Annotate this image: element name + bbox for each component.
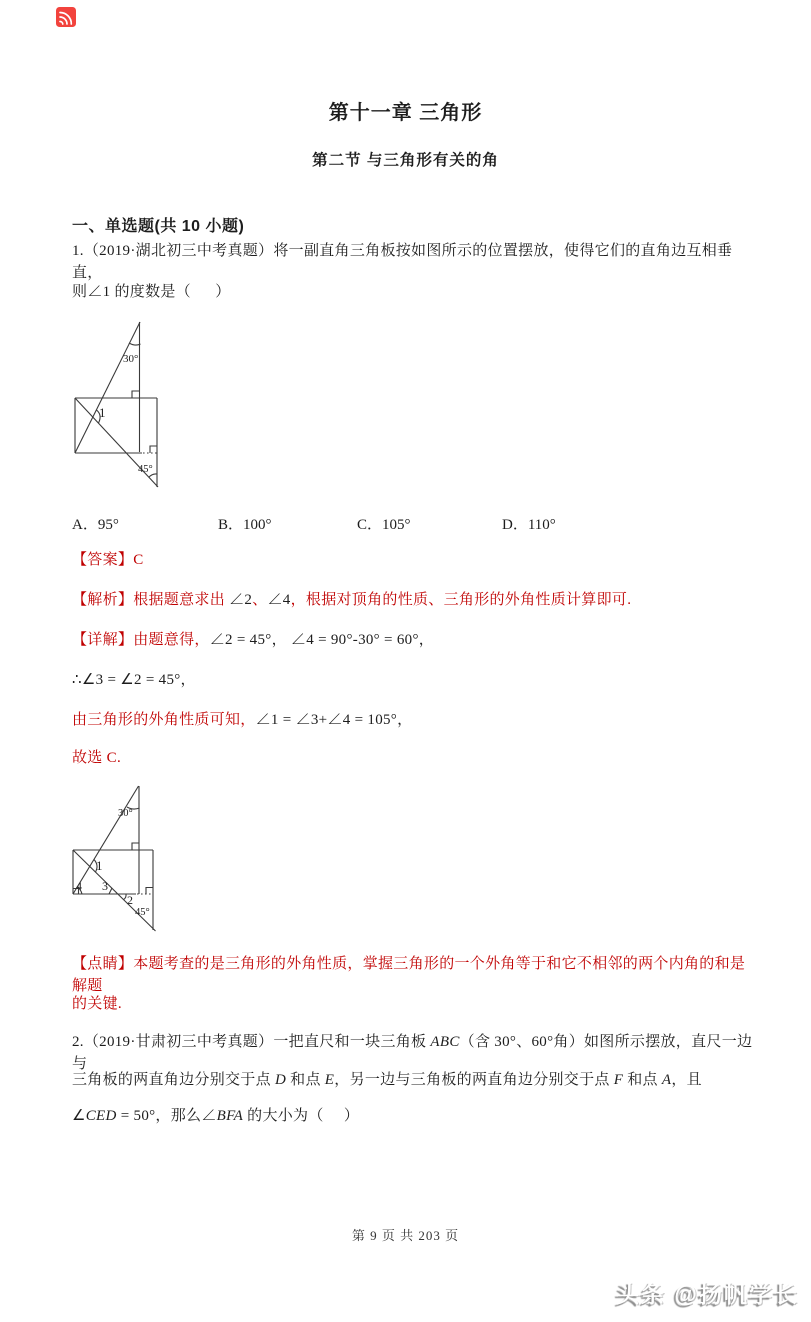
- q2-l3-v1: CED: [85, 1108, 117, 1124]
- detail-l1-text: 由题意得，: [133, 632, 210, 648]
- page-number-footer: 第 9 页 共 203 页: [351, 1228, 460, 1243]
- analysis-t2: 、: [252, 592, 268, 608]
- q2-text-line2: [72, 1069, 755, 1091]
- analysis-t3: ，根据对顶角的性质、三角形的外角性质计算即可.: [290, 592, 632, 608]
- q1-detail-line4: 故选 C.: [72, 750, 122, 766]
- q2-l1-t2: （含 30°、60°角）如图所示摆放，直尺一边与: [72, 1034, 753, 1072]
- detail-l3-math: ∠1 = ∠3+∠4 = 105°，: [255, 712, 413, 728]
- q1-detail-line2: ∴∠3 = ∠2 = 45°，: [72, 672, 196, 688]
- q1-l2-pre: 则: [72, 284, 88, 300]
- q2-l1-t1: 2.（2019·甘肃初三中考真题）一把直尺和一块三角板: [72, 1034, 431, 1050]
- q1-option-a: A．95°: [72, 517, 119, 533]
- q2-l2-t2: 和点: [286, 1072, 325, 1088]
- q1-answer-line: [72, 549, 755, 571]
- toutiao-logo-icon: [56, 7, 76, 27]
- q2-l3-t1: ，那么: [155, 1108, 202, 1124]
- q2-l2-t5: ，且: [671, 1072, 702, 1088]
- q2-l3-m2: = 50°: [116, 1108, 156, 1124]
- q2-l2-t3: ，另一边与三角板的两直角边分别交于点: [334, 1072, 614, 1088]
- q1-option-c: C．105°: [357, 517, 411, 533]
- fig2-angle-4-label: 4: [76, 879, 82, 893]
- q1-text-line1: 1.（2019·湖北初三中考真题）将一副直角三角板按如图所示的位置摆放，使得它们的直角边互相垂直，: [72, 243, 733, 281]
- q1-l2-math: ∠1: [87, 284, 111, 300]
- fig1-angle-30-label: 30°: [123, 353, 139, 365]
- q2-l2-t4: 和点: [623, 1072, 662, 1088]
- fig1-angle-45-label: 45°: [138, 464, 153, 475]
- fig1-angle-1-label: 1: [99, 405, 106, 420]
- detail-l3-text: 由三角形的外角性质可知，: [72, 712, 256, 728]
- answer-value: C: [133, 552, 144, 568]
- q2-text-line3: [72, 1105, 755, 1127]
- chapter-title: 第十一章 三角形: [328, 102, 483, 124]
- detail-l1-math: ∠2 = 45°， ∠4 = 90°-30° = 60°，: [209, 632, 435, 648]
- detail-tag: 【详解】: [72, 632, 134, 648]
- q1-solution-figure-triangles: [70, 783, 170, 935]
- answer-tag: 【答案】: [72, 552, 134, 568]
- q2-l3-t2: 的大小为（ ）: [243, 1108, 360, 1124]
- fig2-angle-30-label: 30°: [118, 808, 133, 819]
- keypoint-tag: 【点睛】: [72, 956, 134, 972]
- question-group-heading: 一、单选题(共 10 小题): [72, 218, 245, 235]
- analysis-tag: 【解析】: [72, 592, 134, 608]
- q2-l1-var: ABC: [430, 1034, 460, 1050]
- analysis-t1: 根据题意求出: [133, 592, 230, 608]
- q1-detail-line3: [72, 709, 755, 731]
- q2-l2-v3: F: [613, 1072, 624, 1088]
- q1-figure-triangles: [70, 316, 170, 494]
- fig2-angle-45-label: 45°: [135, 907, 150, 918]
- keypoint-text1: 本题考查的是三角形的外角性质，掌握三角形的一个外角等于和它不相邻的两个内角的和是解题: [72, 956, 746, 994]
- section-title: 第二节 与三角形有关的角: [312, 152, 499, 169]
- fig2-angle-3-label: 3: [102, 879, 108, 893]
- fig2-angle-2-label: 2: [127, 893, 133, 907]
- q2-l3-m1: ∠: [72, 1108, 86, 1124]
- q1-option-d: D．110°: [502, 517, 556, 533]
- q1-option-b: B．100°: [218, 517, 272, 533]
- q1-keypoint-line1: [72, 953, 755, 997]
- analysis-m2: ∠4: [267, 592, 291, 608]
- analysis-m1: ∠2: [229, 592, 253, 608]
- q2-l2-t1: 三角板的两直角边分别交于点: [72, 1072, 275, 1088]
- q1-analysis-line: [72, 589, 755, 611]
- q1-options-row: [72, 513, 692, 534]
- q2-l3-m3: ∠: [201, 1108, 217, 1124]
- q2-l2-v1: D: [274, 1072, 287, 1088]
- q1-detail-line1: [72, 629, 755, 651]
- q2-l2-v2: E: [324, 1072, 335, 1088]
- q1-l2-post: 的度数是（ ）: [110, 284, 231, 300]
- fig2-angle-1-label: 1: [96, 858, 103, 873]
- q1-text-line2: [72, 281, 755, 303]
- toutiao-watermark: 头条 @扬帆学长: [616, 1281, 799, 1307]
- q2-l3-v2: BFA: [216, 1108, 244, 1124]
- q2-l2-v4: A: [661, 1072, 672, 1088]
- q1-keypoint-line2: 的关键.: [72, 996, 122, 1012]
